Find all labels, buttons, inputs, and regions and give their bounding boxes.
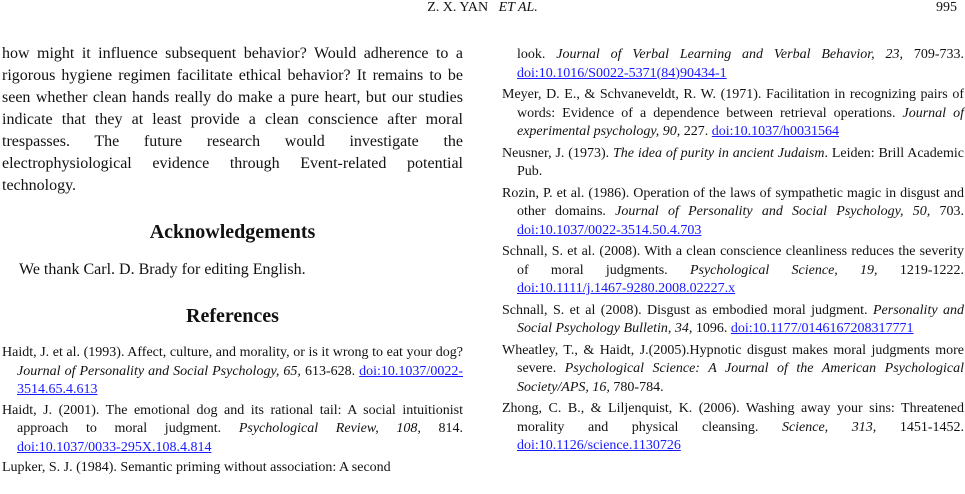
reference-pages: 1096. — [692, 321, 731, 336]
references-heading: References — [186, 305, 279, 327]
acknowledgements-heading: Acknowledgements — [149, 221, 316, 243]
doi-link[interactable]: doi:10.1016/S0022-5371(84)90434-1 — [517, 65, 727, 81]
reference-pages: 1219-1222. — [877, 262, 964, 278]
reference-item — [502, 243, 964, 299]
reference-journal: Journal of Personality and Social Psychology, 50, — [615, 204, 931, 219]
reference-text: Schnall, S. et al. (2008). With a clean conscience cleanliness reduces the severity of moral judgments. — [502, 244, 964, 278]
reference-pages: 227. — [680, 124, 712, 139]
reference-pages: 1451-1452. — [876, 419, 964, 435]
doi-link[interactable]: doi:10.1037/0022-3514.65.4.613 — [17, 363, 463, 397]
page-header — [0, 0, 965, 22]
reference-item — [502, 302, 964, 339]
body-paragraph: how might it influence subsequent behavior? Would adherence to a rigorous hygiene regimen facilitate ethical behavior? It remains to be seen whether clean hands really do make a pure heart, but our studies indicate that they at least provide a clean conscience after moral trespasses. The future research would investigate the electrophysiological evidence through Event-related potential technology. — [2, 45, 463, 194]
running-head-et-al: ET AL. — [498, 0, 538, 15]
doi-link[interactable]: doi:10.1037/0022-3514.50.4.703 — [517, 222, 702, 238]
doi-link[interactable]: doi:10.1037/0033-295X.108.4.814 — [17, 439, 212, 455]
doi-link[interactable]: doi:10.1037/h0031564 — [711, 124, 839, 139]
reference-journal: Psychological Science: A Journal of the American Psychological Society/APS, 16, — [517, 361, 964, 395]
reference-item — [2, 402, 463, 458]
reference-title: The idea of purity in ancient Judaism — [613, 145, 825, 161]
reference-item-continued — [502, 46, 964, 83]
reference-item — [2, 344, 463, 400]
reference-journal: Personality and Social Psychology Bulletin, 34, — [517, 302, 964, 336]
reference-text: Neusner, J. (1973). — [502, 145, 613, 161]
right-column — [502, 46, 964, 459]
reference-text: Wheatley, T., & Haidt, J.(2005).Hypnotic disgust makes moral judgments more severe. — [502, 342, 964, 376]
running-head-authors: Z. X. YAN — [427, 0, 489, 15]
reference-item — [2, 459, 463, 478]
reference-item — [502, 86, 964, 142]
reference-item — [502, 400, 964, 456]
reference-journal: Journal of Verbal Learning and Verbal Behavior, 23, — [556, 47, 903, 62]
acknowledgements-text: We thank Carl. D. Brady for editing English. — [19, 261, 306, 278]
reference-text: Lupker, S. J. (1984). Semantic priming without association: A second — [2, 460, 391, 475]
doi-link[interactable]: doi:10.1126/science.1130726 — [517, 438, 681, 453]
doi-link[interactable]: doi:10.1177/0146167208317771 — [730, 321, 914, 336]
left-column — [2, 43, 463, 480]
reference-journal: Psychological Review, 108, — [238, 421, 421, 436]
reference-pages: 814. — [420, 421, 463, 436]
reference-text: Haidt, J. (2001). The emotional dog and its rational tail: A social intuitionist approach to moral judgment. — [2, 402, 463, 436]
reference-item — [502, 185, 964, 241]
reference-journal: Journal of experimental psychology, 90, — [517, 105, 964, 139]
page-number: 995 — [936, 0, 957, 15]
reference-pages: 703. — [930, 204, 964, 219]
reference-text: Haidt, J. et al. (1993). Affect, culture, and morality, or is it wrong to eat your dog? — [2, 345, 463, 360]
reference-journal: Psychological Science, 19, — [689, 262, 878, 278]
reference-text: look. — [517, 47, 557, 62]
running-head — [0, 0, 965, 16]
reference-journal: Science, 313, — [781, 419, 877, 435]
doi-link[interactable]: doi:10.1111/j.1467-9280.2008.02227.x — [517, 281, 736, 296]
reference-text: Meyer, D. E., & Schvaneveldt, R. W. (1971). Facilitation in recognizing pairs of words: Evidence of a dependence between retrieval operations. — [502, 87, 964, 121]
reference-pages: 613-628. — [300, 363, 360, 379]
left-reference-list — [2, 344, 463, 478]
reference-item — [502, 342, 964, 398]
reference-publisher: . Leiden: Brill Academic Pub. — [517, 145, 964, 179]
reference-item — [502, 145, 964, 182]
reference-text: Schnall, S. et al (2008). Disgust as embodied moral judgment. — [502, 302, 873, 318]
reference-journal: Journal of Personality and Social Psychology, 65, — [17, 363, 301, 379]
reference-pages: 709-733. — [902, 47, 964, 62]
reference-text: Rozin, P. et al. (1986). Operation of the laws of sympathetic magic in disgust and other domains. — [502, 185, 964, 219]
reference-text: Zhong, C. B., & Liljenquist, K. (2006). Washing away your sins: Threatened morality and physical cleansing. — [502, 401, 964, 435]
reference-pages: 780-784. — [609, 379, 664, 395]
